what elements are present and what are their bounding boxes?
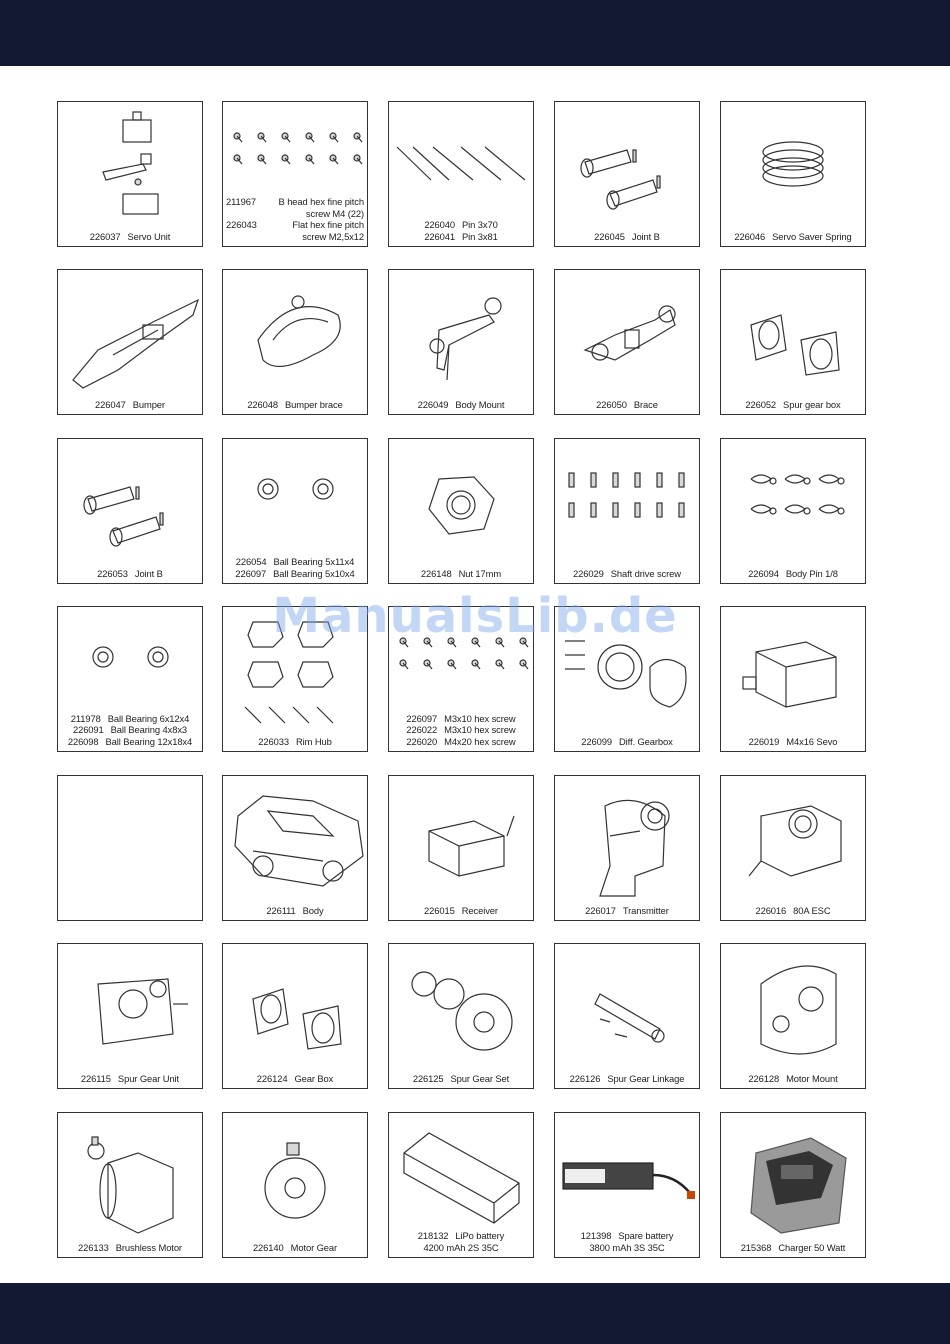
- part-label-line: [558, 231, 696, 243]
- part-labels: [61, 231, 199, 243]
- esc-icon: [721, 776, 864, 919]
- part-labels: [61, 1242, 199, 1254]
- part-description: Spur Gear Linkage: [607, 1072, 685, 1084]
- part-labels: [558, 568, 696, 580]
- part-label-line: [558, 399, 696, 411]
- part-description: Pin 3x81: [462, 230, 498, 242]
- part-label-line: [558, 1230, 696, 1242]
- servo-unit-icon: [58, 102, 201, 245]
- spur-gears-icon: [389, 944, 532, 1087]
- transmitter-icon: [555, 776, 698, 919]
- part-card-226037-servo-unit: [57, 101, 203, 247]
- part-number: 226033: [258, 735, 289, 747]
- part-number: 226140: [252, 1241, 284, 1253]
- part-number: 226020: [406, 735, 438, 747]
- part-number: 226126: [569, 1072, 601, 1084]
- spring-icon: [721, 102, 864, 245]
- part-description: Charger 50 Watt: [778, 1241, 846, 1253]
- body-shell-icon: [223, 776, 366, 919]
- part-description: 80A ESC: [793, 904, 831, 916]
- part-number: 226016: [755, 904, 787, 916]
- part-card-226124-gear-box: [222, 943, 368, 1089]
- part-label-line: [558, 568, 696, 580]
- part-description: M4x16 Sevo: [786, 735, 838, 747]
- part-description: screw M4 (22): [305, 207, 364, 219]
- part-labels: [392, 1230, 530, 1253]
- part-label-line: [61, 1242, 199, 1254]
- part-label-line: [558, 1242, 696, 1254]
- body-pin-icon: [721, 439, 864, 582]
- part-number: 226022: [406, 724, 438, 735]
- part-label-line: [392, 231, 530, 243]
- motor-mount-icon: [721, 944, 864, 1087]
- part-card-226048-bumper-brace: [222, 269, 368, 415]
- part-description: Shaft drive screw: [610, 567, 681, 579]
- part-labels: [392, 399, 530, 411]
- part-label-line: [226, 1242, 364, 1254]
- part-labels: [392, 905, 530, 917]
- part-description: Joint B: [134, 567, 163, 579]
- motor-icon: [58, 1113, 201, 1256]
- part-card-226133-brushless-motor: [57, 1112, 203, 1258]
- part-card-empty: [57, 775, 203, 921]
- part-label-line: [724, 736, 862, 748]
- part-description: Motor Mount: [786, 1072, 838, 1084]
- part-labels: [558, 1230, 696, 1253]
- part-number: 226017: [585, 904, 616, 916]
- part-label-line: [392, 736, 530, 748]
- part-labels: [724, 905, 862, 917]
- part-card-226094-body-pin-1-8: [720, 438, 866, 584]
- part-card-226140-motor-gear: [222, 1112, 368, 1258]
- part-label-line: [226, 556, 364, 568]
- part-number: 226125: [412, 1072, 444, 1084]
- part-number: 226049: [417, 398, 449, 410]
- part-number: 226037: [89, 230, 121, 242]
- part-description: Receiver: [461, 904, 498, 916]
- part-labels: [392, 1073, 530, 1085]
- part-description: Transmitter: [622, 904, 669, 916]
- gear-unit-icon: [58, 944, 201, 1087]
- part-number: 226053: [97, 567, 128, 579]
- joint-icon: [58, 439, 201, 582]
- part-label-line: [724, 905, 862, 917]
- part-description: Bumper brace: [285, 398, 343, 410]
- part-description: Spur gear box: [783, 398, 841, 410]
- part-description: B head hex fine pitch: [278, 196, 364, 207]
- part-label-line: [392, 724, 530, 736]
- nut-icon: [389, 439, 532, 582]
- part-number: 226124: [256, 1072, 288, 1084]
- header-band: [0, 0, 950, 66]
- part-label-line: [61, 568, 199, 580]
- part-number: 226133: [78, 1241, 109, 1253]
- part-number: 226094: [748, 567, 779, 579]
- part-label-line: [226, 736, 364, 748]
- part-description: Ball Bearing 5x11x4: [273, 556, 355, 567]
- part-number: 226148: [420, 567, 452, 579]
- part-number: 226115: [80, 1072, 111, 1084]
- part-label-line: [392, 219, 530, 231]
- part-labels: [226, 196, 364, 242]
- part-card-226040-pin-3x70: [388, 101, 534, 247]
- part-number: 226029: [573, 567, 604, 579]
- part-labels: [61, 399, 199, 411]
- part-card-121398-spare-battery: [554, 1112, 700, 1258]
- part-card-226097-m3x10-hex-screw: [388, 606, 534, 752]
- part-label-line: [61, 1073, 199, 1085]
- part-label-line: [61, 713, 199, 725]
- part-label-line: [392, 713, 530, 725]
- part-label-line: [392, 1073, 530, 1085]
- part-label-line: [226, 399, 364, 411]
- part-number: 226097: [235, 567, 267, 579]
- part-card-226046-servo-saver-spring: [720, 101, 866, 247]
- joint-icon: [555, 102, 698, 245]
- part-number: 226048: [247, 398, 278, 410]
- part-number: 226091: [72, 724, 104, 735]
- part-description: LiPo battery: [455, 1230, 505, 1241]
- part-label-line: [226, 219, 364, 231]
- part-labels: [558, 399, 696, 411]
- part-card-215368-charger-50-watt: [720, 1112, 866, 1258]
- part-card-226050-brace: [554, 269, 700, 415]
- part-description: Ball Bearing 12x18x4: [105, 735, 193, 747]
- part-label-line: [724, 1073, 862, 1085]
- part-labels: [392, 713, 530, 748]
- part-number: 226019: [748, 735, 780, 747]
- part-label-line: [724, 568, 862, 580]
- part-labels: [226, 1073, 364, 1085]
- part-card-226049-body-mount: [388, 269, 534, 415]
- part-number: 226128: [748, 1072, 780, 1084]
- part-card-226052-spur-gear-box: [720, 269, 866, 415]
- receiver-icon: [389, 776, 532, 919]
- part-description: Bumper: [132, 398, 165, 410]
- footer-band: [0, 1283, 950, 1344]
- part-labels: [61, 713, 199, 748]
- set-screws-icon: [555, 439, 698, 582]
- part-card-226019-m4x16-sevo: [720, 606, 866, 752]
- watermark: ManualsLib.de: [272, 588, 678, 644]
- part-card-226033-rim-hub: [222, 606, 368, 752]
- part-label-line: [226, 231, 364, 243]
- rim-hub-icon: [223, 607, 366, 750]
- part-card-226053-joint-b: [57, 438, 203, 584]
- part-labels: [226, 556, 364, 579]
- part-labels: [226, 905, 364, 917]
- part-description: Ball Bearing 6x12x4: [107, 712, 190, 724]
- part-card-226099-diff-gearbox: [554, 606, 700, 752]
- part-number: 226045: [594, 230, 625, 242]
- part-description: Spur Gear Unit: [117, 1072, 180, 1084]
- part-label-line: [558, 905, 696, 917]
- part-card-211967-b-head-hex-fine-pitch: [222, 101, 368, 247]
- part-description: Nut 17mm: [458, 567, 502, 579]
- part-labels: [61, 1073, 199, 1085]
- pinion-gear-icon: [223, 1113, 366, 1256]
- part-label-line: [558, 736, 696, 748]
- part-number: 226047: [95, 398, 126, 410]
- part-description: screw M2,5x12: [302, 230, 364, 242]
- part-labels: [724, 568, 862, 580]
- part-description: Motor Gear: [290, 1241, 338, 1253]
- part-labels: [61, 568, 199, 580]
- part-number: 226054: [235, 556, 267, 567]
- part-number: 226050: [596, 398, 627, 410]
- bumper-icon: [58, 270, 201, 413]
- part-description: Servo Saver Spring: [772, 230, 852, 242]
- part-description: Brace: [633, 398, 658, 410]
- part-label-line: [724, 1242, 862, 1254]
- part-label-line: [61, 736, 199, 748]
- part-number: 226046: [734, 230, 766, 242]
- charger-icon: [721, 1113, 864, 1256]
- part-label-line: [724, 231, 862, 243]
- part-labels: [724, 1242, 862, 1254]
- part-label-line: [392, 399, 530, 411]
- part-labels: [558, 1073, 696, 1085]
- part-label-line: [558, 1073, 696, 1085]
- part-labels: [226, 399, 364, 411]
- part-description: Joint B: [631, 230, 660, 242]
- part-description: Gear Box: [294, 1072, 334, 1084]
- part-number: 226052: [745, 398, 777, 410]
- part-card-226125-spur-gear-set: [388, 943, 534, 1089]
- part-description: M3x10 hex screw: [444, 724, 516, 735]
- part-card-226016-80a-esc: [720, 775, 866, 921]
- part-description: 3800 mAh 3S 35C: [589, 1241, 665, 1253]
- part-number: 211978: [70, 712, 101, 724]
- part-description: Ball Bearing 5x10x4: [273, 567, 355, 579]
- part-card-218132-lipo-battery: [388, 1112, 534, 1258]
- part-label-line: [61, 399, 199, 411]
- part-labels: [392, 568, 530, 580]
- part-card-226029-shaft-drive-screw: [554, 438, 700, 584]
- part-card-226054-ball-bearing-5x11x4: [222, 438, 368, 584]
- part-description: Body Pin 1/8: [785, 567, 838, 579]
- part-description: M4x20 hex screw: [444, 735, 516, 747]
- part-label-line: [392, 1242, 530, 1254]
- part-number: 226040: [424, 219, 455, 230]
- diff-gearbox-icon: [555, 607, 698, 750]
- part-description: Ball Bearing 4x8x3: [110, 724, 188, 735]
- part-label-line: [226, 208, 364, 220]
- part-label-line: [226, 568, 364, 580]
- part-label-line: [392, 568, 530, 580]
- linkage-icon: [555, 944, 698, 1087]
- part-number: 226015: [424, 904, 455, 916]
- part-labels: [724, 1073, 862, 1085]
- part-card-226015-receiver: [388, 775, 534, 921]
- part-label-line: [226, 196, 364, 208]
- part-label-line: [226, 1073, 364, 1085]
- part-label-line: [392, 905, 530, 917]
- bumper-brace-icon: [223, 270, 366, 413]
- part-label-line: [61, 231, 199, 243]
- part-number: 226098: [67, 735, 99, 747]
- part-card-226128-motor-mount: [720, 943, 866, 1089]
- part-description: Rim Hub: [295, 735, 332, 747]
- part-labels: [724, 736, 862, 748]
- part-labels: [724, 231, 862, 243]
- part-labels: [558, 905, 696, 917]
- part-labels: [226, 736, 364, 748]
- part-number: 226111: [266, 904, 296, 916]
- part-labels: [226, 1242, 364, 1254]
- part-description: Body Mount: [455, 398, 505, 410]
- part-label-line: [724, 399, 862, 411]
- part-card-226017-transmitter: [554, 775, 700, 921]
- part-number: 226097: [406, 712, 438, 724]
- part-card-226115-spur-gear-unit: [57, 943, 203, 1089]
- part-description: Body: [302, 904, 324, 916]
- part-number: 211967: [226, 196, 256, 207]
- part-card-226045-joint-b: [554, 101, 700, 247]
- servo-icon: [721, 607, 864, 750]
- part-description: Spur Gear Set: [450, 1072, 510, 1084]
- part-labels: [724, 399, 862, 411]
- part-card-226148-nut-17mm: [388, 438, 534, 584]
- part-description: Pin 3x70: [462, 219, 498, 230]
- gear-box-icon: [721, 270, 864, 413]
- gear-box-icon: [223, 944, 366, 1087]
- part-description: 4200 mAh 2S 35C: [423, 1241, 499, 1253]
- part-label-line: [392, 1230, 530, 1242]
- part-labels: [558, 231, 696, 243]
- part-label-line: [226, 905, 364, 917]
- part-card-226047-bumper: [57, 269, 203, 415]
- part-number: 226041: [424, 230, 455, 242]
- part-card-211978-ball-bearing-6x12x4: [57, 606, 203, 752]
- brace-icon: [555, 270, 698, 413]
- part-number: 226043: [226, 219, 257, 230]
- part-number: 226099: [581, 735, 612, 747]
- part-description: Servo Unit: [127, 230, 171, 242]
- body-mount-icon: [389, 270, 532, 413]
- part-number: 215368: [740, 1241, 772, 1253]
- part-description: Brushless Motor: [115, 1241, 182, 1253]
- part-number: 121398: [580, 1230, 612, 1241]
- part-description: M3x10 hex screw: [444, 712, 516, 724]
- part-card-226111-body: [222, 775, 368, 921]
- part-number: 218132: [417, 1230, 449, 1241]
- part-label-line: [61, 724, 199, 736]
- part-description: Diff. Gearbox: [618, 735, 673, 747]
- part-card-226126-spur-gear-linkage: [554, 943, 700, 1089]
- part-description: Flat hex fine pitch: [292, 219, 364, 230]
- part-description: Spare battery: [618, 1230, 674, 1241]
- part-labels: [392, 219, 530, 242]
- part-labels: [558, 736, 696, 748]
